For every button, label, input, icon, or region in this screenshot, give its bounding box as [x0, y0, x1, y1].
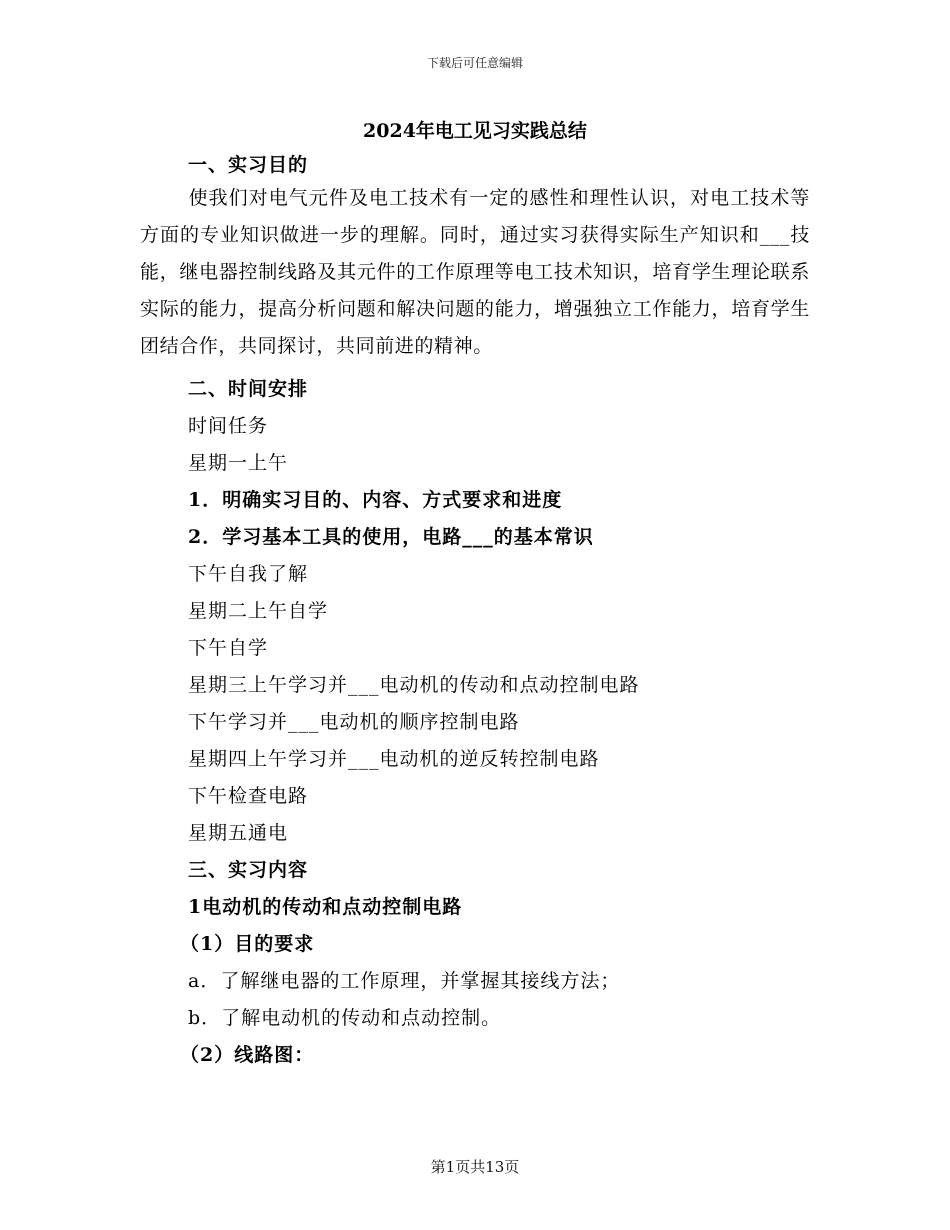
schedule-line: 星期五通电 — [188, 822, 289, 844]
schedule-line: 星期一上午 — [188, 452, 289, 474]
schedule-line: 时间任务 — [188, 415, 269, 437]
content-item-a: a．了解继电器的工作原理，并掌握其接线方法； — [188, 970, 621, 992]
page-footer: 第1页共13页 — [430, 1158, 520, 1176]
section-heading-purpose: 一、实习目的 — [188, 154, 309, 176]
document-title: 2024年电工见习实践总结 — [363, 120, 587, 142]
purpose-paragraph-text: 使我们对电气元件及电工技术有一定的感性和理性认识，对电工技术等方面的专业知识做进一步的理解。同时，通过实习获得实际生产知识和___技能，继电器控制线路及其元件的工作原理等电工技术知识，培育学生理论联系实际的能力，提高分析问题和解决问题的能力，增强独立工作能力，培育学生团结合作，共同探讨，共同前进的精神。 — [140, 187, 810, 357]
content-item-b: b．了解电动机的传动和点动控制。 — [188, 1007, 502, 1029]
schedule-line: 星期四上午学习并___电动机的逆反转控制电路 — [188, 748, 600, 770]
schedule-line: 2．学习基本工具的使用，电路___的基本常识 — [188, 526, 594, 548]
section-heading-content: 三、实习内容 — [188, 859, 309, 881]
subsection-heading: 1电动机的传动和点动控制电路 — [188, 896, 463, 918]
schedule-line: 下午学习并___电动机的顺序控制电路 — [188, 711, 520, 733]
purpose-paragraph — [140, 180, 810, 365]
schedule-line: 星期二上午自学 — [188, 600, 329, 622]
schedule-line: 下午自我了解 — [188, 563, 309, 585]
subsection-item-heading: （2）线路图： — [180, 1044, 315, 1066]
subsection-item-heading: （1）目的要求 — [180, 933, 315, 955]
schedule-line: 1．明确实习目的、内容、方式要求和进度 — [188, 489, 563, 511]
schedule-line: 星期三上午学习并___电动机的传动和点动控制电路 — [188, 674, 640, 696]
section-heading-schedule: 二、时间安排 — [188, 378, 309, 400]
schedule-line: 下午自学 — [188, 637, 269, 659]
page-header: 下载后可任意编辑 — [426, 56, 523, 70]
schedule-line: 下午检查电路 — [188, 785, 309, 807]
